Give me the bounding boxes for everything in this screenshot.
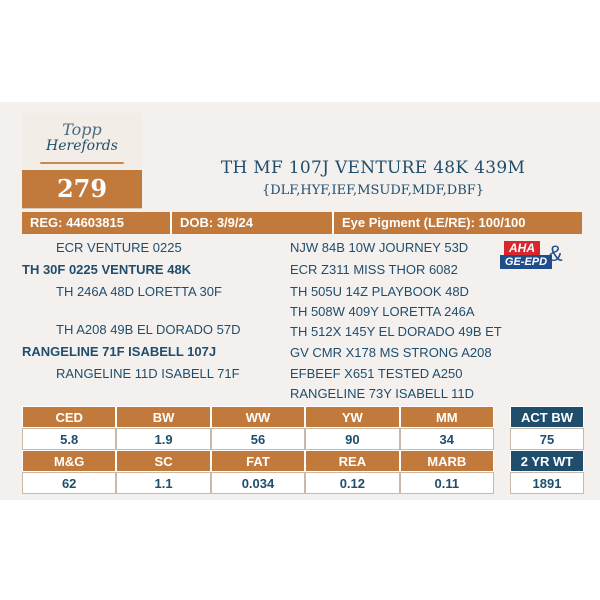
- epd-header-ced: CED: [22, 406, 116, 428]
- epd-header-row-1: [22, 406, 494, 428]
- pedigree-dam: RANGELINE 71F ISABELL 107J: [22, 344, 217, 359]
- epd-value-row-2: [22, 472, 494, 494]
- epd-header-row-2: [22, 450, 494, 472]
- pedigree-dam-sire: TH A208 49B EL DORADO 57D: [56, 322, 241, 337]
- epd-table: [22, 406, 494, 494]
- epd-value-mm: 34: [400, 428, 494, 450]
- pedigree-sire-sire: ECR VENTURE 0225: [56, 240, 182, 255]
- aha-label: AHA: [504, 241, 540, 255]
- epd-value-bw: 1.9: [116, 428, 210, 450]
- pedigree-sire-dam: TH 246A 48D LORETTA 30F: [56, 284, 222, 299]
- logo-swoosh-icon: [40, 162, 124, 164]
- pedigree-right-7: EFBEEF X651 TESTED A250: [290, 366, 463, 381]
- pedigree-right-5: TH 512X 145Y EL DORADO 49B ET: [290, 324, 502, 339]
- epd-value-mg: 62: [22, 472, 116, 494]
- logo-line2: Herefords: [46, 138, 118, 154]
- ge-epd-label: GE-EPD: [500, 255, 552, 269]
- epd-header-fat: FAT: [211, 450, 305, 472]
- act-bw-value: 75: [510, 428, 584, 450]
- yr-wt-header-row: [510, 450, 584, 472]
- genetic-conditions: {DLF,HYF,IEF,MSUDF,MDF,DBF}: [261, 183, 485, 198]
- epd-value-ww: 56: [211, 428, 305, 450]
- epd-header-yw: YW: [305, 406, 399, 428]
- act-bw-label: ACT BW: [510, 406, 584, 428]
- epd-value-fat: 0.034: [211, 472, 305, 494]
- ampersand-swirl-icon: &: [548, 241, 563, 266]
- reg-number: REG: 44603815: [22, 212, 172, 234]
- pedigree-sire: TH 30F 0225 VENTURE 48K: [22, 262, 192, 277]
- pedigree-right-4: TH 508W 409Y LORETTA 246A: [290, 304, 475, 319]
- epd-value-row-1: [22, 428, 494, 450]
- epd-value-rea: 0.12: [305, 472, 399, 494]
- pedigree-right-2: ECR Z311 MISS THOR 6082: [290, 262, 458, 277]
- aha-ge-epd-badge: [500, 241, 570, 273]
- act-bw-header-row: [510, 406, 584, 428]
- epd-header-ww: WW: [211, 406, 305, 428]
- epd-header-marb: MARB: [400, 450, 494, 472]
- logo-line1: Topp: [62, 120, 102, 139]
- lot-number: 279: [22, 170, 142, 208]
- epd-header-mm: MM: [400, 406, 494, 428]
- epd-value-sc: 1.1: [116, 472, 210, 494]
- act-bw-value-row: [510, 428, 584, 450]
- epd-value-ced: 5.8: [22, 428, 116, 450]
- epd-header-mg: M&G: [22, 450, 116, 472]
- epd-header-bw: BW: [116, 406, 210, 428]
- eye-pigment: Eye Pigment (LE/RE): 100/100: [342, 215, 526, 230]
- epd-value-yw: 90: [305, 428, 399, 450]
- yr-wt-label: 2 YR WT: [510, 450, 584, 472]
- pedigree-right-6: GV CMR X178 MS STRONG A208: [290, 345, 492, 360]
- date-of-birth: DOB: 3/9/24: [172, 212, 334, 234]
- info-bar: [22, 212, 582, 234]
- animal-name: TH MF 107J VENTURE 48K 439M: [220, 158, 526, 178]
- pedigree-right-3: TH 505U 14Z PLAYBOOK 48D: [290, 284, 469, 299]
- yr-wt-value-row: [510, 472, 584, 494]
- weights-table: [510, 406, 584, 494]
- pedigree-right-1: NJW 84B 10W JOURNEY 53D: [290, 240, 469, 255]
- pedigree-right-8: RANGELINE 73Y ISABELL 11D: [290, 386, 475, 401]
- epd-header-rea: REA: [305, 450, 399, 472]
- pedigree-dam-dam: RANGELINE 11D ISABELL 71F: [56, 366, 240, 381]
- epd-header-sc: SC: [116, 450, 210, 472]
- epd-value-marb: 0.11: [400, 472, 494, 494]
- yr-wt-value: 1891: [510, 472, 584, 494]
